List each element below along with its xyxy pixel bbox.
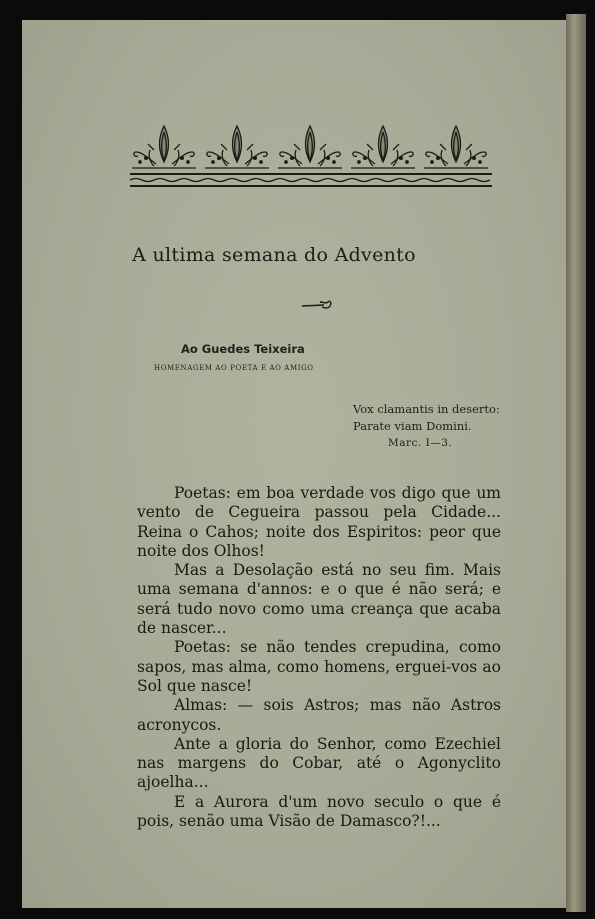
paragraph: Ante a gloria do Senhor, como Ezechiel nas margens do Cobar, até o Agonyclito ajoelha...	[137, 734, 501, 792]
paragraph: Mas a Desolação está no seu fim. Mais uma semana d'annos: e o que é não será; e será tudo novo como uma creança que acaba de nascer...	[137, 561, 501, 638]
paragraph: Poetas: em boa verdade vos digo que um vento de Cegueira passou pela Cidade... Reina o Cahos; noite dos Espiritos: peor que noite dos Olhos!	[137, 484, 501, 560]
dedication-name: Ao Guedes Teixeira	[181, 342, 305, 356]
decorative-dash	[300, 297, 334, 313]
book-spine	[566, 14, 586, 912]
dedication-subtitle: HOMENAGEM AO POETA E AO AMIGO	[154, 364, 314, 372]
epigraph-line-2: Parate viam Domini.	[353, 419, 472, 433]
body-text	[137, 484, 501, 831]
epigraph-line-1: Vox clamantis in deserto:	[353, 402, 500, 416]
ornament-motif	[132, 126, 196, 168]
page-title: A ultima semana do Advento	[132, 244, 416, 266]
paragraph: E a Aurora d'um novo seculo o que é pois, senão uma Visão de Damasco?!...	[137, 792, 501, 831]
decorative-header-ornament	[128, 120, 494, 196]
paragraph: Almas: — sois Astros; mas não Astros acronycos.	[137, 696, 501, 734]
paragraph: Poetas: se não tendes crepudina, como sapos, mas alma, como homens, erguei-vos ao Sol que nasce!	[137, 638, 501, 695]
epigraph-reference: Marc. I—3.	[388, 437, 453, 449]
